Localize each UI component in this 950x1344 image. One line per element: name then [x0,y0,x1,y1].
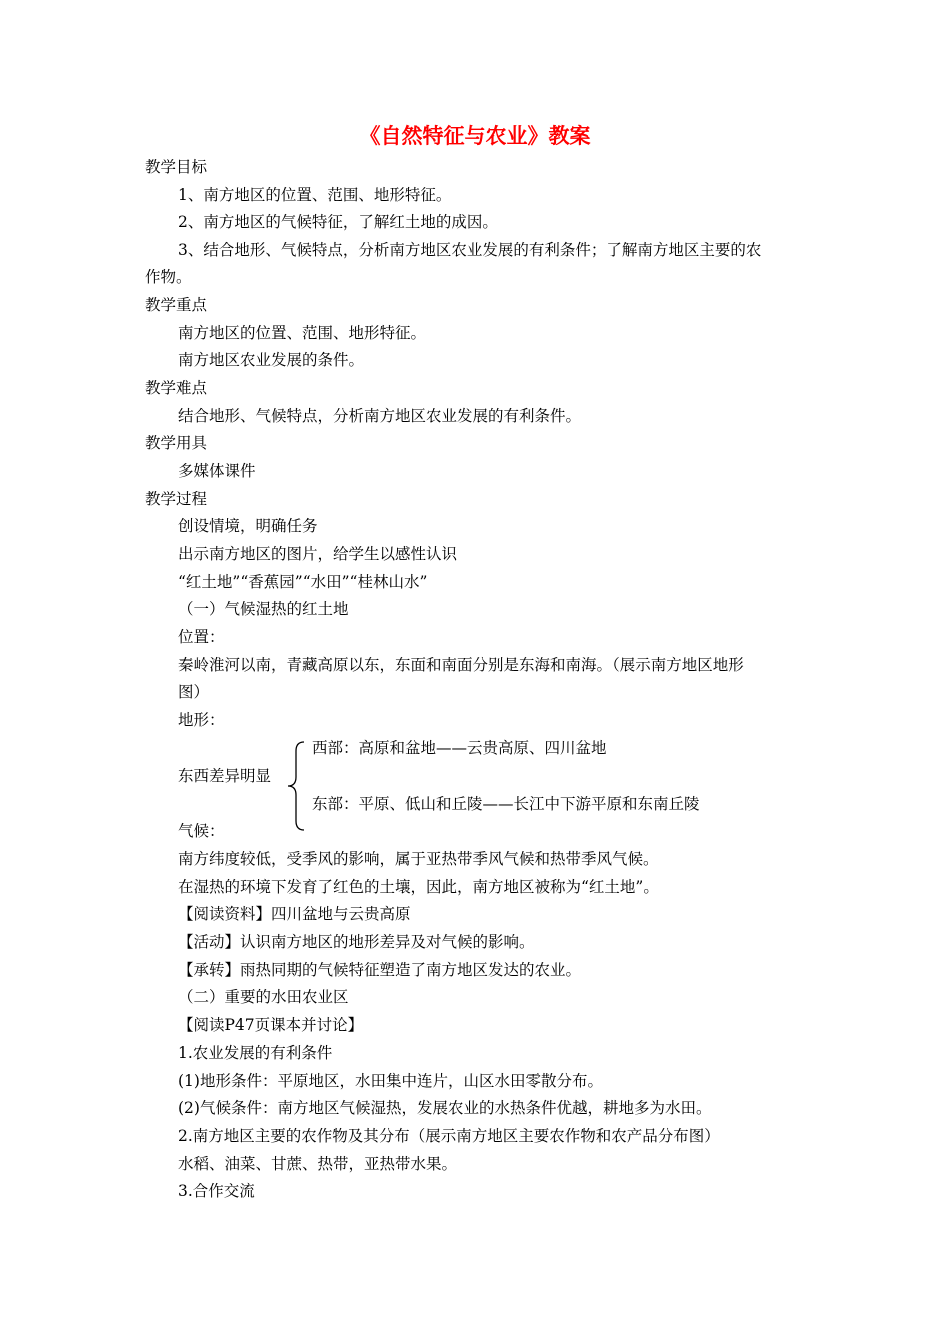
process-line: 【阅读资料】四川盆地与云贵高原 [178,905,411,923]
objective-item-2: 2、南方地区的气候特征，了解红土地的成因。 [178,213,498,231]
document-title: 《自然特征与农业》教案 [359,124,591,148]
objective-item-3: 3、结合地形、气候特点，分析南方地区农业发展的有利条件；了解南方地区主要的农 [178,241,762,259]
tool-item-1: 多媒体课件 [178,462,256,480]
difficulty-item-1: 结合地形、气候特点，分析南方地区农业发展的有利条件。 [178,407,582,425]
process-line: 地形： [178,711,225,729]
process-line: （一）气候湿热的红土地 [178,600,349,618]
process-line: 秦岭淮河以南，青藏高原以东，东面和南面分别是东海和南海。（展示南方地区地形 [178,656,744,674]
process-line: 创设情境，明确任务 [178,517,318,535]
section-heading-difficulties: 教学难点 [145,379,208,397]
process-line: 【阅读P47页课本并讨论】 [178,1016,364,1034]
process-line: 图） [178,683,210,701]
process-line: 水稻、油菜、甘蔗、热带，亚热带水果。 [178,1155,458,1173]
key-point-item-1: 南方地区的位置、范围、地形特征。 [178,324,427,342]
process-line: 在湿热的环境下发育了红色的土壤，因此，南方地区被称为“红土地”。 [178,878,659,896]
process-line: 3.合作交流 [178,1182,255,1200]
section-heading-process: 教学过程 [145,490,208,508]
process-line: 【活动】认识南方地区的地形差异及对气候的影响。 [178,933,535,951]
terrain-label: 东西差异明显 [178,767,272,785]
terrain-east: 东部：平原、低山和丘陵——长江中下游平原和东南丘陵 [312,795,700,813]
section-heading-key-points: 教学重点 [145,296,208,314]
section-heading-tools: 教学用具 [145,434,208,452]
process-line: 1.农业发展的有利条件 [178,1044,333,1062]
process-line: 出示南方地区的图片，给学生以感性认识 [178,545,458,563]
process-line: 【承转】雨热同期的气候特征塑造了南方地区发达的农业。 [178,961,582,979]
process-line: 位置： [178,628,225,646]
process-line: 南方纬度较低，受季风的影响，属于亚热带季风气候和热带季风气候。 [178,850,659,868]
process-line: “红土地”“香蕉园”“水田”“桂林山水” [178,573,428,591]
terrain-west: 西部：高原和盆地——云贵高原、四川盆地 [312,739,607,757]
process-line: (2)气候条件：南方地区气候湿热，发展农业的水热条件优越，耕地多为水田。 [178,1099,712,1117]
process-line: （二）重要的水田农业区 [178,988,349,1006]
process-line: 气候： [178,822,225,840]
key-point-item-2: 南方地区农业发展的条件。 [178,351,365,369]
curly-brace-icon [286,741,308,831]
process-line: 2.南方地区主要的农作物及其分布（展示南方地区主要农作物和农产品分布图） [178,1127,720,1145]
objective-item-3-continued: 作物。 [145,268,192,286]
section-heading-objectives: 教学目标 [145,158,208,176]
process-line: (1)地形条件：平原地区，水田集中连片，山区水田零散分布。 [178,1072,603,1090]
objective-item-1: 1、南方地区的位置、范围、地形特征。 [178,186,452,204]
